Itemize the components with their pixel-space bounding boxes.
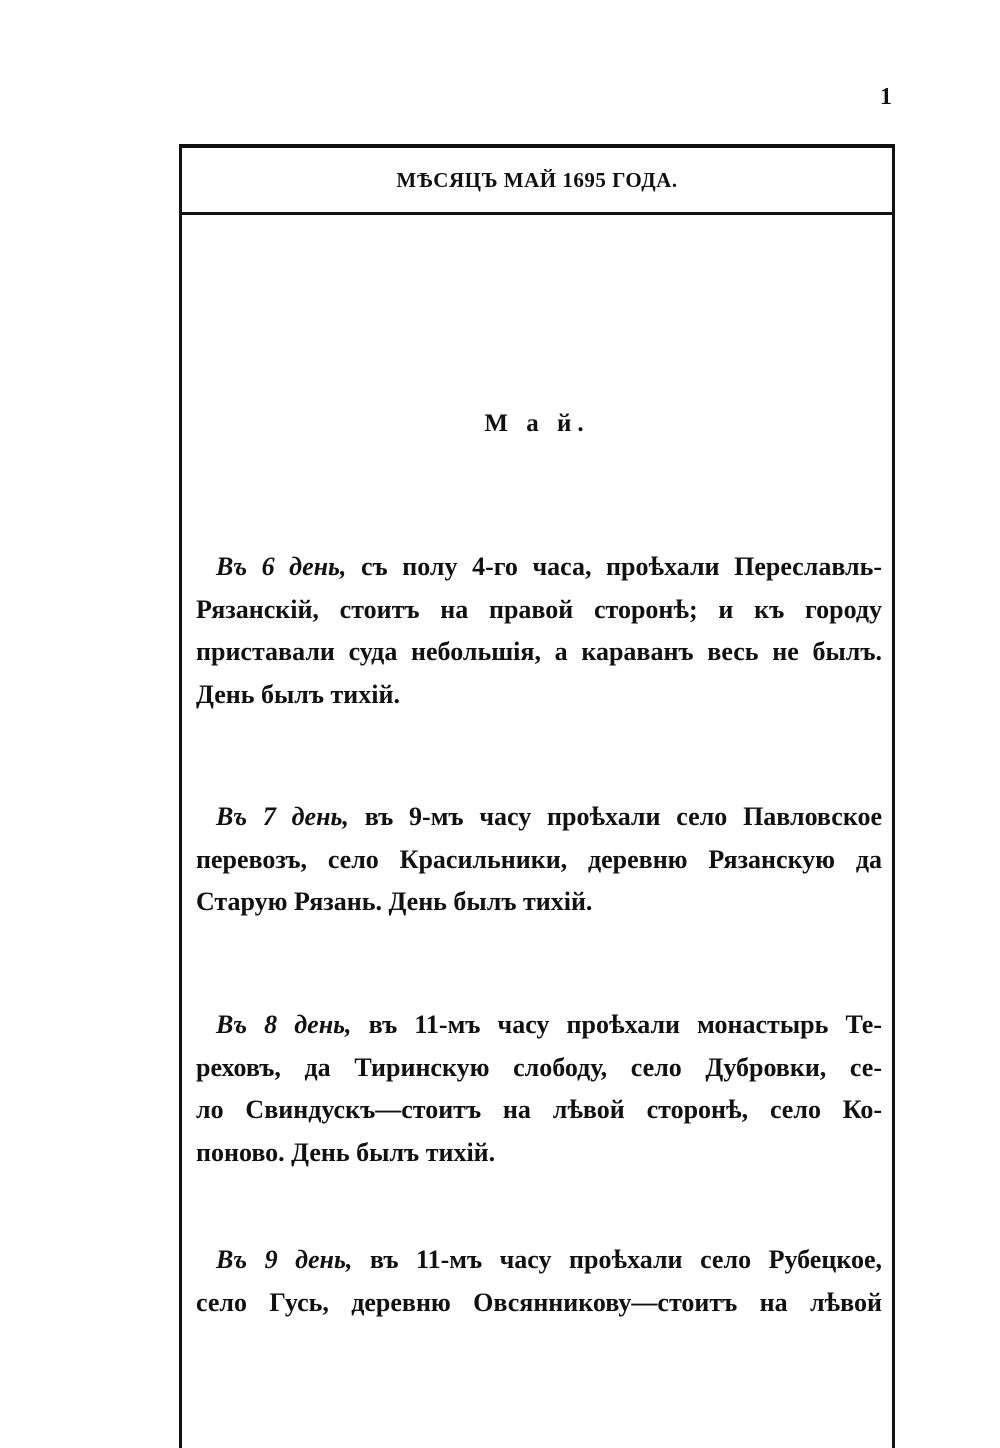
- text-line: [196, 546, 882, 589]
- text-line: ло Свиндускъ—стоитъ на лѣвой сторонѣ, село Ко-: [196, 1095, 882, 1124]
- text-line: [196, 796, 882, 839]
- text-line: реховъ, да Тиринскую слободу, село Дубровки, се-: [196, 1052, 882, 1082]
- date-lead: Въ 9 день,: [216, 1245, 353, 1274]
- header-title: МѢСЯЦЪ МАЙ 1695 ГОДА.: [396, 168, 678, 192]
- text: въ 9-мъ часу проѣхали село Павловское: [364, 802, 883, 831]
- page-frame: [179, 144, 895, 1448]
- section-heading: М а й.: [484, 410, 590, 437]
- text-line: село Гусь, деревню Овсянникову—стоитъ на лѣвой: [196, 1287, 882, 1317]
- text: въ 11-мъ часу проѣхали монастырь Те-: [368, 1010, 883, 1039]
- date-lead: Въ 8 день,: [216, 1010, 352, 1039]
- text-line: Старую Рязань. День былъ тихій.: [196, 887, 593, 916]
- paragraph-day-8: [196, 1004, 882, 1174]
- text-line: поново. День былъ тихій.: [196, 1137, 496, 1167]
- paragraph-day-9: [196, 1239, 882, 1324]
- text-line: День былъ тихій.: [196, 679, 400, 709]
- text-line: Рязанскій, стоитъ на правой сторонѣ; и къ городу: [196, 594, 882, 624]
- date-lead: Въ 7 день,: [216, 802, 349, 831]
- page-number: 1: [880, 84, 892, 110]
- date-lead: Въ 6 день,: [216, 552, 347, 581]
- text-line: [196, 1239, 882, 1282]
- text-line: перевозъ, село Красильники, деревню Рязанскую да: [196, 844, 882, 874]
- paragraph-day-6: [196, 546, 882, 716]
- text-line: приставали суда небольшія, а караванъ весь не былъ.: [196, 637, 882, 666]
- text-line: [196, 1004, 882, 1047]
- text: въ 11-мъ часу проѣхали село Рубецкое,: [369, 1245, 882, 1274]
- text: съ полу 4-го часа, проѣхали Переславль-: [361, 552, 883, 581]
- paragraph-day-7: [196, 796, 882, 924]
- running-header: [182, 148, 892, 215]
